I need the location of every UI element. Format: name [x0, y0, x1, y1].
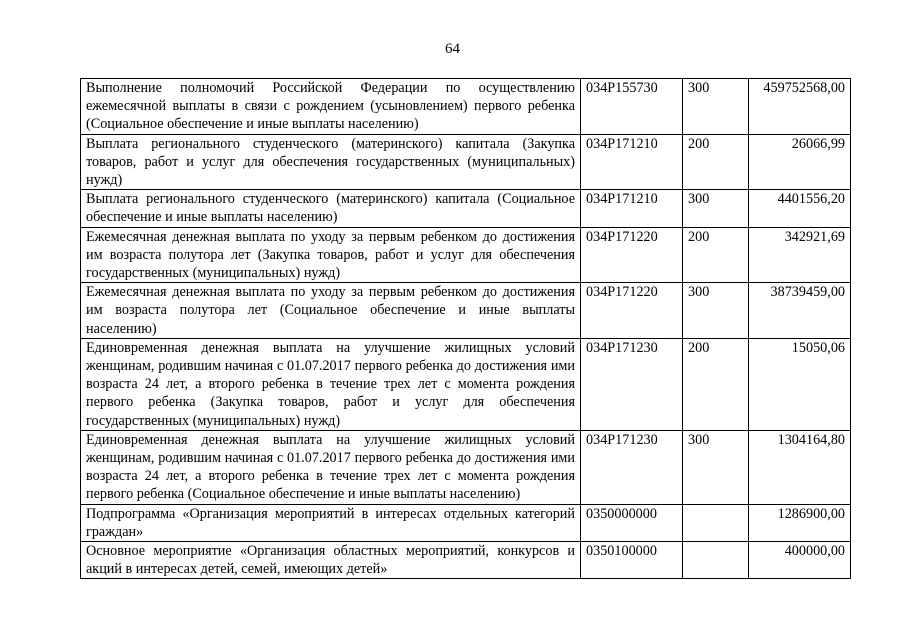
table-row — [81, 227, 851, 283]
row-expense-type: 300 — [683, 430, 749, 504]
row-sum: 38739459,00 — [749, 283, 851, 339]
row-name: Основное мероприятие «Организация областных мероприятий, конкурсов и акций в интересах детей, семей, имеющих детей» — [81, 542, 581, 579]
table-row — [81, 338, 851, 430]
row-code: 034P171210 — [581, 134, 683, 190]
row-code: 034P171220 — [581, 283, 683, 339]
row-code: 034P171220 — [581, 227, 683, 283]
row-code: 0350000000 — [581, 504, 683, 541]
row-name: Выплата регионального студенческого (материнского) капитала (Закупка товаров, работ и услуг для обеспечения государственных (муниципальных) нужд) — [81, 134, 581, 190]
row-code: 034P155730 — [581, 79, 683, 135]
row-name: Единовременная денежная выплата на улучшение жилищных условий женщинам, родившим начиная с 01.07.2017 первого ребенка до достижения ими возраста 24 лет, а второго ребенка в течение трех лет с момента рождения первого ребенка (Социальное обеспечение и иные выплаты населению) — [81, 430, 581, 504]
row-expense-type: 300 — [683, 283, 749, 339]
row-expense-type: 300 — [683, 190, 749, 227]
row-sum: 342921,69 — [749, 227, 851, 283]
row-sum: 1304164,80 — [749, 430, 851, 504]
row-expense-type: 200 — [683, 338, 749, 430]
row-name: Подпрограмма «Организация мероприятий в интересах отдельных категорий граждан» — [81, 504, 581, 541]
table-row — [81, 79, 851, 135]
row-name: Единовременная денежная выплата на улучшение жилищных условий женщинам, родившим начиная с 01.07.2017 первого ребенка до достижения ими возраста 24 лет, а второго ребенка в течение трех лет с момента рождения первого ребенка (Закупка товаров, работ и услуг для обеспечения государственных (муниципальных) нужд) — [81, 338, 581, 430]
row-sum: 15050,06 — [749, 338, 851, 430]
budget-table — [80, 78, 851, 579]
row-name: Ежемесячная денежная выплата по уходу за первым ребенком до достижения им возраста полутора лет (Закупка товаров, работ и услуг для обеспечения государственных (муниципальных) нужд) — [81, 227, 581, 283]
row-code: 034P171230 — [581, 430, 683, 504]
row-expense-type: 200 — [683, 227, 749, 283]
table-row — [81, 542, 851, 579]
row-sum: 400000,00 — [749, 542, 851, 579]
table-row — [81, 190, 851, 227]
row-name: Выполнение полномочий Российской Федерации по осуществлению ежемесячной выплаты в связи с рождением (усыновлением) первого ребенка (Социальное обеспечение и иные выплаты населению) — [81, 79, 581, 135]
row-sum: 26066,99 — [749, 134, 851, 190]
row-code: 034P171230 — [581, 338, 683, 430]
row-name: Ежемесячная денежная выплата по уходу за первым ребенком до достижения им возраста полутора лет (Социальное обеспечение и иные выплаты населению) — [81, 283, 581, 339]
row-expense-type — [683, 504, 749, 541]
row-code: 0350100000 — [581, 542, 683, 579]
table-row — [81, 134, 851, 190]
page-number: 64 — [445, 41, 460, 57]
row-sum: 4401556,20 — [749, 190, 851, 227]
row-expense-type: 300 — [683, 79, 749, 135]
row-expense-type: 200 — [683, 134, 749, 190]
row-expense-type — [683, 542, 749, 579]
row-sum: 1286900,00 — [749, 504, 851, 541]
table-row — [81, 504, 851, 541]
table-row — [81, 430, 851, 504]
row-name: Выплата регионального студенческого (материнского) капитала (Социальное обеспечение и иные выплаты населению) — [81, 190, 581, 227]
row-code: 034P171210 — [581, 190, 683, 227]
table-row — [81, 283, 851, 339]
row-sum: 459752568,00 — [749, 79, 851, 135]
